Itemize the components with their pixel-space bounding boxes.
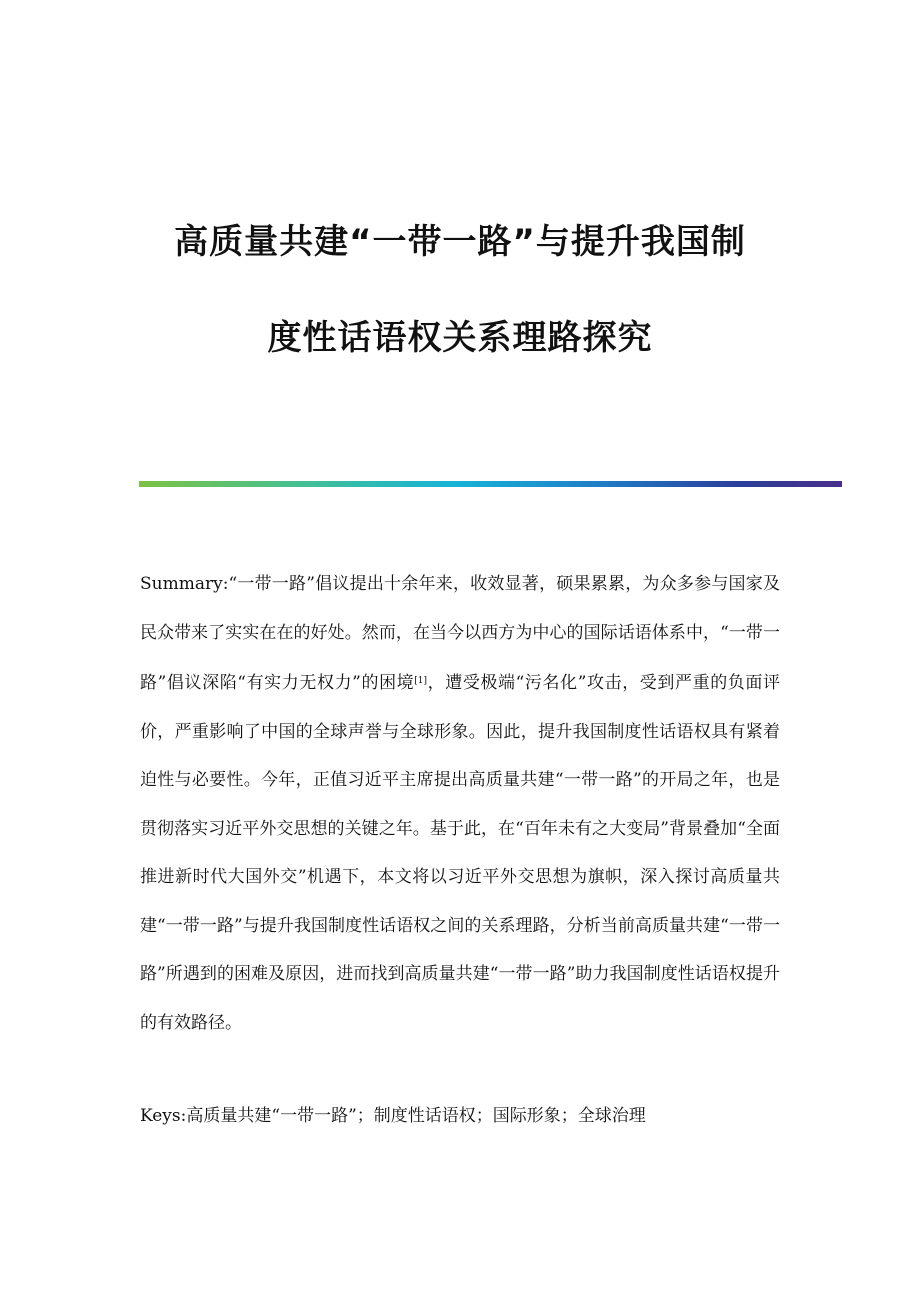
- keywords-text: 高质量共建“一带一路”；制度性话语权；国际形象；全球治理: [186, 1106, 646, 1126]
- abstract-paragraph: [140, 560, 780, 1047]
- abstract-text-part-2: ，遭受极端“污名化”攻击，受到严重的负面评价，严重影响了中国的全球声誉与全球形象。因此，提升我国制度性话语权具有紧着迫性与必要性。今年，正值习近平主席提出高质量共建“一带一路”的开局之年，也是贯彻落实习近平外交思想的关键之年。基于此，在“百年未有之大变局”背景叠加“全面推进新时代大国外交”机遇下，本文将以习近平外交思想为旗帜，深入探讨高质量共建“一带一路”与提升我国制度性话语权之间的关系理路，分析当前高质量共建“一带一路”所遇到的困难及原因，进而找到高质量共建“一带一路”助力我国制度性话语权提升的有效路径。: [140, 673, 780, 1033]
- paper-title-line-2: 度性话语权关系理路探究: [267, 318, 653, 358]
- keywords-line: [140, 1096, 780, 1136]
- keywords-label: Keys:: [140, 1106, 187, 1126]
- gradient-divider: [139, 481, 842, 487]
- paper-title-line-1: 高质量共建“一带一路”与提升我国制: [174, 222, 746, 262]
- abstract-label: Summary:: [140, 574, 229, 594]
- abstract-text-part-1: “一带一路”倡议提出十余年来，收效显著，硕果累累，为众多参与国家及民众带来了实实在在的好处。然而，在当今以西方为中心的国际话语体系中，“一带一路”倡议深陷“有实力无权力”的困境: [140, 574, 780, 693]
- reference-marker[interactable]: [1]: [414, 676, 428, 686]
